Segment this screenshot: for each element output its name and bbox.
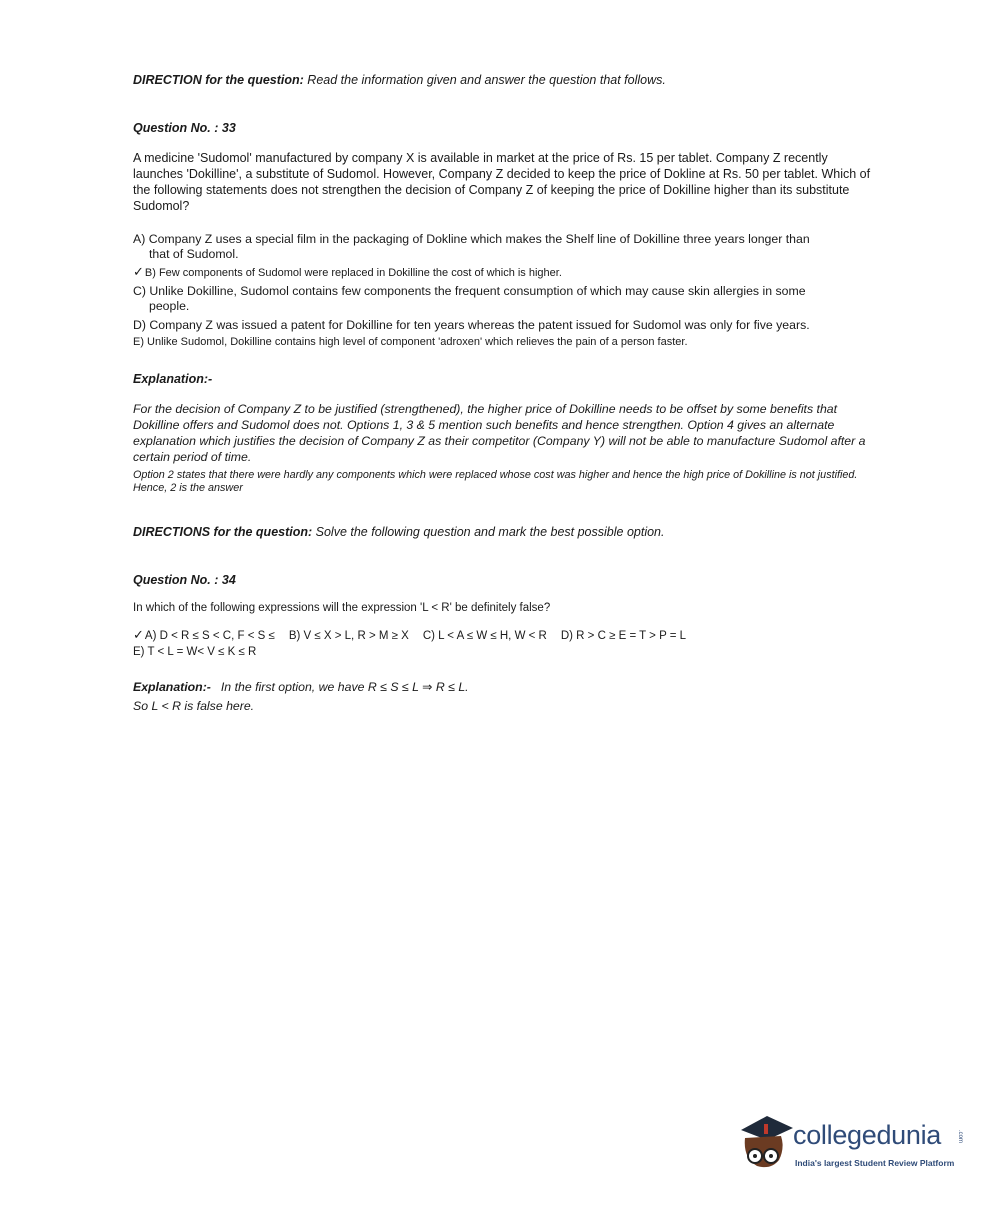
q33-number: Question No. : 33 xyxy=(133,121,236,135)
logo-com: .com xyxy=(957,1130,963,1144)
q33-option-c-line1: C) Unlike Dokilline, Sudomol contains few components the frequent consumption of which may cause skin allergies in some xyxy=(133,284,806,298)
q33-explanation-p2: Option 2 states that there were hardly any components which were replaced whose cost was higher and hence the high price of Dokilline is not justified. Hence, 2 is the answer xyxy=(133,469,858,494)
q33-explanation-label: Explanation:- xyxy=(133,372,213,386)
q33-option-a-line2: that of Sudomol. xyxy=(149,247,239,261)
q33-option-a xyxy=(133,232,878,262)
q33-direction-label: DIRECTION for the question: xyxy=(133,73,304,87)
q34-option-c: C) L < A ≤ W ≤ H, W < R xyxy=(422,630,547,642)
q34-question: In which of the following expressions will the expression 'L < R' be definitely false? xyxy=(133,602,551,614)
q34-option-b: B) V ≤ X > L, R > M ≥ X xyxy=(288,630,409,642)
q34-direction xyxy=(133,525,664,539)
q33-explanation-p1: For the decision of Company Z to be justified (strengthened), the higher price of Dokilline needs to be offset by some benefits that Dokilline offers and Sudomol does not. Options 1, 3 & 5 mention such benefits and hence strengthen. Option 4 gives an alternate explanation which justifies the decision of Company Z as their competitor (Company Y) will not be able to manufacture Sudomol after a certain period of time. xyxy=(133,402,866,464)
q34-explanation-label: Explanation:- xyxy=(133,680,211,694)
q33-direction xyxy=(133,73,666,87)
q33-option-c-line2: people. xyxy=(149,299,190,313)
logo-tagline: India's largest Student Review Platform xyxy=(795,1158,955,1168)
q34-options-row1 xyxy=(133,627,686,643)
q34-direction-text: Solve the following question and mark the best possible option. xyxy=(312,525,665,539)
q34-explanation xyxy=(133,680,469,694)
q34-explanation-line1: In the first option, we have R ≤ S ≤ L ⇒ R ≤ L. xyxy=(220,680,469,694)
q34-option-d: D) R > C ≥ E = T > P = L xyxy=(560,630,687,642)
q34-option-a: A) D < R ≤ S < C, F < S ≤ xyxy=(144,630,275,642)
q33-direction-text: Read the information given and answer the question that follows. xyxy=(303,73,666,87)
q33-passage: A medicine 'Sudomol' manufactured by company X is available in market at the price of Rs. 15 per tablet. Company Z recently launches 'Dokilline', a substitute of Sudomol. However, Company Z decided to keep the price of Dokline at Rs. 50 per tablet. Which of the following statements does not strengthen the decision of Company Z of keeping the price of Dokilline higher than its substitute Sudomol? xyxy=(133,151,871,213)
q33-option-e: E) Unlike Sudomol, Dokilline contains high level of component 'adroxen' which relieves the pain of a person faster. xyxy=(133,336,688,348)
q33-option-a-line1: A) Company Z uses a special film in the packaging of Dokline which makes the Shelf line of Dokilline three years longer than xyxy=(133,232,810,246)
q33-option-b-text: B) Few components of Sudomol were replaced in Dokilline the cost of which is higher. xyxy=(144,267,562,279)
logo-wordmark: collegedunia xyxy=(793,1120,942,1150)
q33-option-b xyxy=(133,264,878,281)
check-mark-icon: ✓ xyxy=(133,627,144,642)
q34-option-e: E) T < L = W< V ≤ K ≤ R xyxy=(133,646,257,658)
mascot-icon xyxy=(737,1108,797,1178)
q34-direction-label: DIRECTIONS for the question: xyxy=(133,525,313,539)
q33-option-d: D) Company Z was issued a patent for Dokilline for ten years whereas the patent issued for Sudomol was only for five years. xyxy=(133,318,810,332)
q34-explanation-line2: So L < R is false here. xyxy=(133,699,255,713)
check-mark-icon: ✓ xyxy=(133,264,144,279)
q34-number: Question No. : 34 xyxy=(133,573,236,587)
q33-option-c xyxy=(133,284,878,314)
